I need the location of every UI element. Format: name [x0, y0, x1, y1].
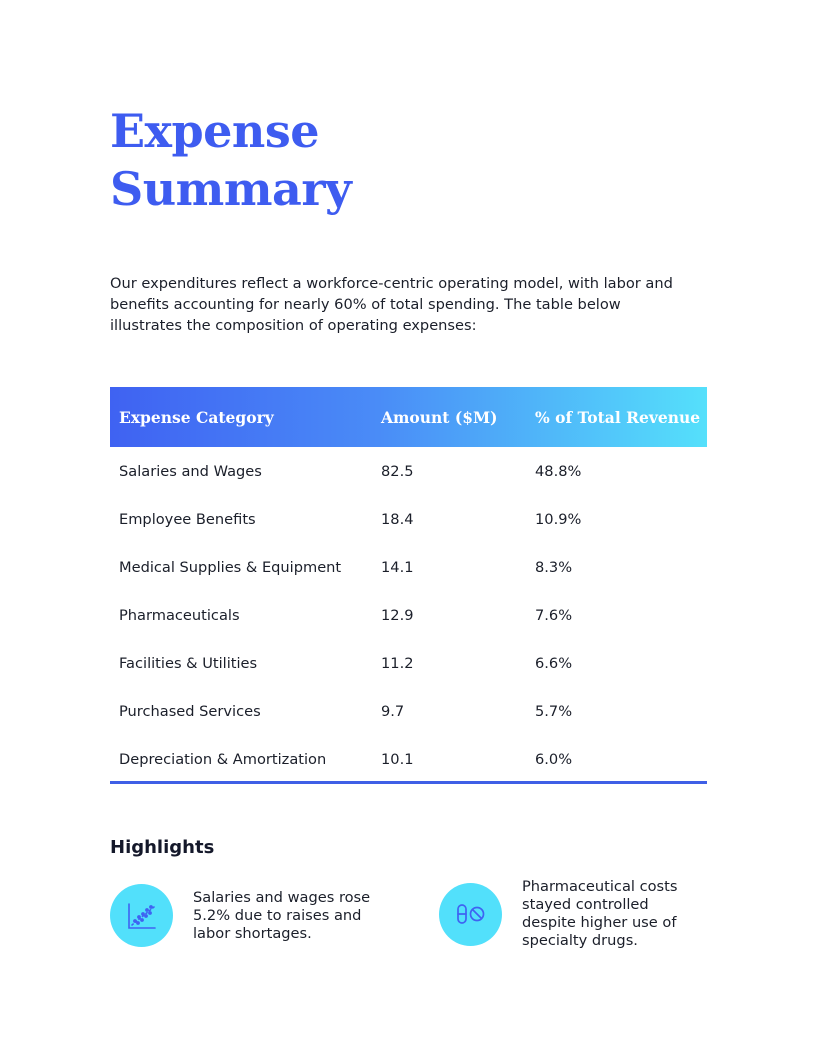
cell-amount: 82.5: [381, 462, 414, 480]
cell-percent: 7.6%: [535, 606, 573, 624]
table-row: [110, 591, 707, 639]
expense-table-header: [110, 387, 707, 447]
expense-table-body: [110, 447, 707, 783]
page-title: [110, 102, 351, 218]
header-expense-category: Expense Category: [119, 407, 274, 427]
cell-amount: 18.4: [381, 510, 414, 528]
expense-table: [110, 387, 707, 783]
table-row: [110, 735, 707, 783]
cell-amount: 14.1: [381, 558, 414, 576]
highlight-item-salaries: [110, 884, 410, 947]
header-percent-revenue: % of Total Revenue: [535, 407, 701, 427]
intro-paragraph: Our expenditures reflect a workforce-centric operating model, with labor and benefits accounting for nearly 60% of total spending. The table below illustrates the composition of operating expenses:: [110, 275, 673, 334]
cell-percent: 5.7%: [535, 702, 573, 720]
scatter-chart-icon: [110, 884, 173, 947]
page-title-line-1: Expense: [110, 104, 320, 158]
cell-category: Facilities & Utilities: [119, 654, 258, 672]
cell-amount: 12.9: [381, 606, 414, 624]
highlights-title: Highlights: [110, 837, 215, 858]
highlight-text: Pharmaceutical costs stayed controlled despite higher use of specialty drugs.: [522, 878, 678, 949]
highlight-item-pharmaceuticals: [439, 878, 719, 950]
page-title-line-2: Summary: [110, 162, 352, 216]
header-amount: Amount ($M): [381, 407, 498, 427]
cell-percent: 6.6%: [535, 654, 573, 672]
cell-category: Employee Benefits: [119, 510, 256, 528]
expense-table-container: [110, 387, 707, 784]
cell-amount: 11.2: [381, 654, 414, 672]
cell-amount: 10.1: [381, 750, 414, 768]
cell-category: Depreciation & Amortization: [119, 750, 327, 768]
table-row: [110, 639, 707, 687]
cell-percent: 10.9%: [535, 510, 582, 528]
pill-no-icon: [439, 883, 502, 946]
cell-category: Medical Supplies & Equipment: [119, 558, 342, 576]
cell-percent: 6.0%: [535, 750, 573, 768]
cell-category: Pharmaceuticals: [119, 606, 240, 624]
table-row: [110, 687, 707, 735]
table-bottom-border: [110, 781, 707, 784]
cell-amount: 9.7: [381, 702, 405, 720]
table-header-row: [110, 387, 707, 447]
table-row: [110, 495, 707, 543]
cell-percent: 48.8%: [535, 462, 582, 480]
highlight-text: Salaries and wages rose 5.2% due to raises and labor shortages.: [193, 888, 371, 942]
cell-percent: 8.3%: [535, 558, 573, 576]
cell-category: Salaries and Wages: [119, 462, 262, 480]
table-row: [110, 543, 707, 591]
table-row: [110, 447, 707, 495]
cell-category: Purchased Services: [119, 702, 261, 720]
